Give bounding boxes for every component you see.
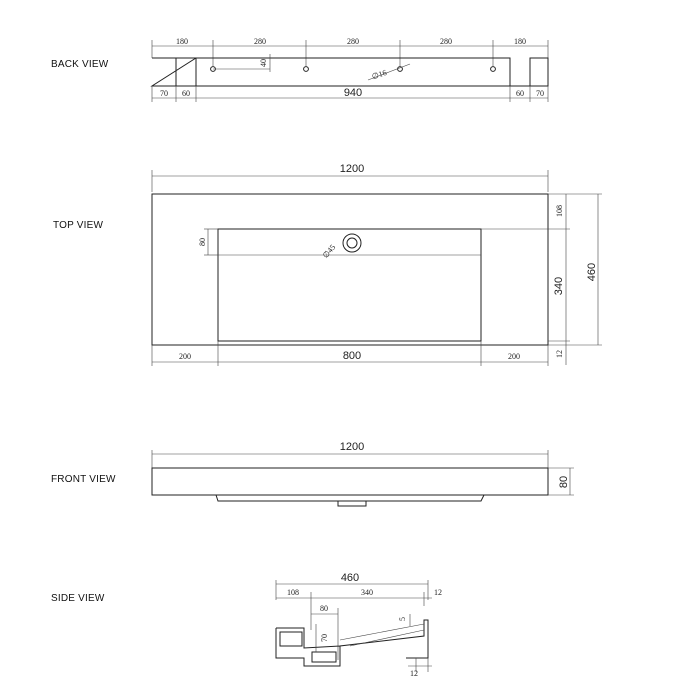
- back-view: [51, 37, 548, 102]
- side-dim-80: 80: [320, 604, 328, 613]
- back-dim-280-c: 280: [440, 37, 452, 46]
- front-view-drain: [338, 501, 366, 506]
- side-view-drain-housing: [312, 652, 336, 662]
- back-dim-60-right: 60: [516, 89, 524, 98]
- side-dim-5: 5: [398, 617, 407, 621]
- back-bottom-dimension: [152, 86, 548, 102]
- back-dim-280-a: 280: [254, 37, 266, 46]
- side-dim-340: 340: [361, 588, 373, 597]
- top-view: [53, 163, 602, 366]
- top-dim-12: 12: [555, 350, 564, 358]
- back-dim-70-right: 70: [536, 89, 544, 98]
- side-view: [51, 572, 442, 678]
- front-dim-1200: 1200: [339, 441, 365, 453]
- top-dim-80: 80: [198, 238, 207, 246]
- back-dim-dia-16: ∅16: [370, 68, 388, 82]
- back-hole-4: [491, 67, 496, 72]
- side-view-profile: [276, 620, 428, 666]
- top-view-outline: [152, 194, 548, 345]
- top-dim-1200: 1200: [339, 163, 365, 175]
- side-view-label: SIDE VIEW: [51, 593, 105, 604]
- front-view-label: FRONT VIEW: [51, 474, 116, 485]
- side-dim-12-top: 12: [434, 588, 442, 597]
- front-view: [51, 441, 574, 506]
- back-dim-70-left: 70: [160, 89, 168, 98]
- side-dim-108: 108: [287, 588, 299, 597]
- side-dim-460: 460: [340, 572, 360, 584]
- front-view-bowl-edge: [216, 495, 484, 501]
- back-view-outline: [152, 58, 548, 86]
- front-dim-80: 80: [558, 475, 570, 489]
- top-dim-460: 460: [586, 262, 598, 282]
- top-dim-200-right: 200: [508, 352, 520, 361]
- back-dim-940: 940: [343, 87, 363, 99]
- top-dim-dia-45: ∅45: [320, 242, 338, 261]
- top-dim-800: 800: [342, 350, 362, 362]
- back-view-label: BACK VIEW: [51, 59, 109, 70]
- top-view-label: TOP VIEW: [53, 220, 104, 231]
- back-dim-40: 40: [259, 59, 268, 67]
- back-dim-60-left: 60: [182, 89, 190, 98]
- back-top-dimension: [152, 37, 548, 66]
- top-dim-200-left: 200: [179, 352, 191, 361]
- side-view-back-pocket: [280, 632, 302, 646]
- drain-outer-circle: [343, 234, 361, 252]
- back-dim-180-right: 180: [514, 37, 526, 46]
- side-dim-12-base: 12: [410, 669, 418, 678]
- top-view-bowl: [218, 229, 481, 341]
- front-view-outline: [152, 468, 548, 495]
- top-dim-340: 340: [553, 276, 565, 296]
- side-dim-70: 70: [320, 634, 329, 642]
- back-dim-180-left: 180: [176, 37, 188, 46]
- drain-inner-circle: [347, 238, 357, 248]
- back-hole-2: [304, 67, 309, 72]
- top-dim-108: 108: [555, 205, 564, 217]
- back-dim-280-b: 280: [347, 37, 359, 46]
